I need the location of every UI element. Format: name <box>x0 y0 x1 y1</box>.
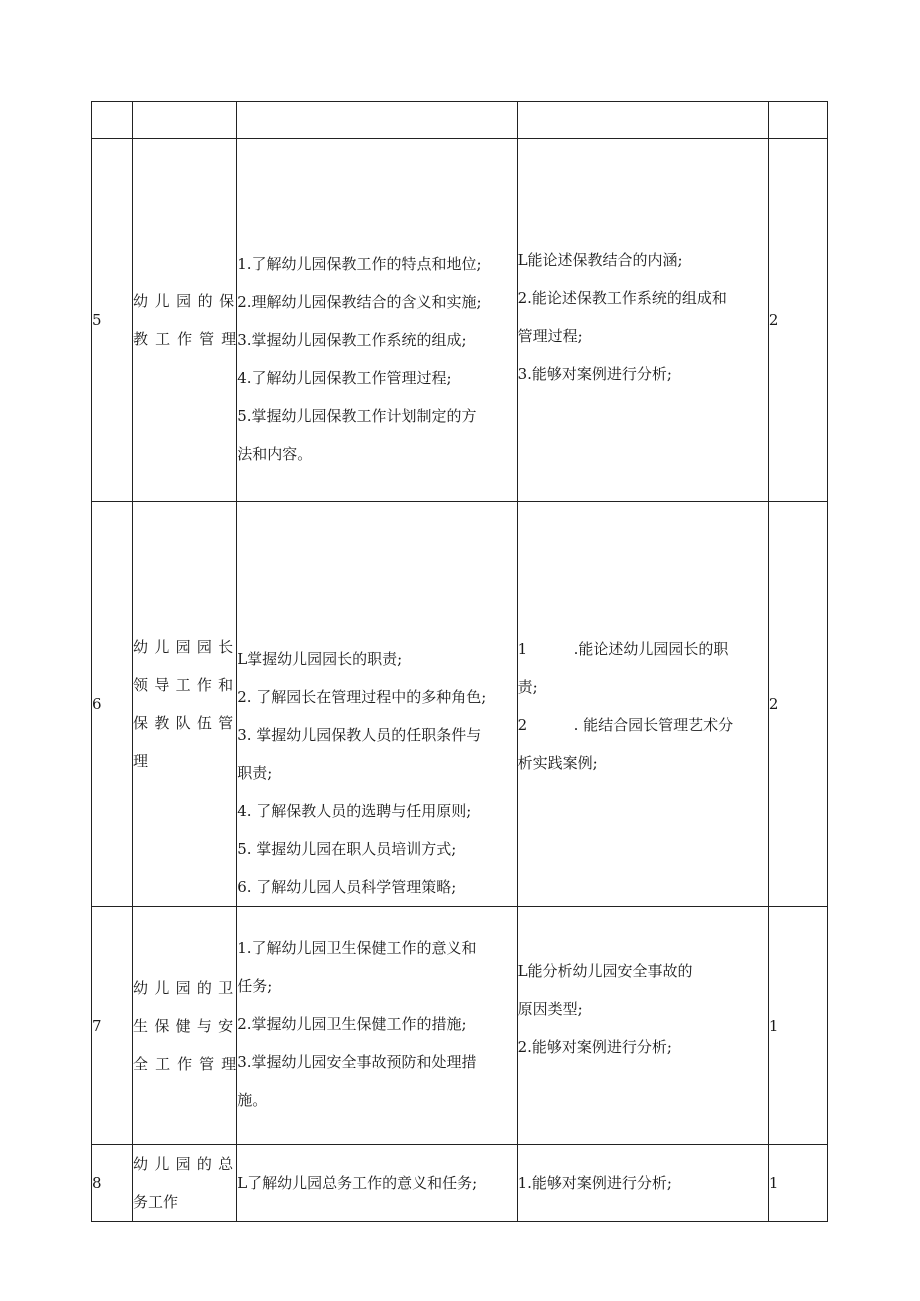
knowledge-cell <box>237 907 517 1145</box>
ability-index: 2 <box>517 716 528 734</box>
knowledge-line: 施。 <box>237 1091 268 1109</box>
blank-cell <box>768 102 827 139</box>
ability-line: 1.能够对案例进行分析; <box>517 1174 672 1192</box>
topic-line: 幼儿园园长 <box>133 638 237 656</box>
row-number: 8 <box>92 1145 133 1222</box>
table-row <box>92 1145 828 1222</box>
table-row <box>92 139 828 502</box>
table-row <box>92 502 828 907</box>
topic-line: 幼儿园的卫 <box>133 978 237 997</box>
knowledge-line: 3.掌握幼儿园安全事故预防和处理措 <box>237 1053 477 1071</box>
knowledge-line: L掌握幼儿园园长的职责; <box>237 650 403 668</box>
ability-cell <box>517 139 768 502</box>
blank-cell <box>133 102 237 139</box>
knowledge-cell <box>237 1145 517 1222</box>
knowledge-line: 2.理解幼儿园保教结合的含义和实施; <box>237 293 482 311</box>
ability-line: 责; <box>517 678 538 696</box>
knowledge-line: 3.掌握幼儿园保教工作系统的组成; <box>237 331 467 349</box>
ability-cell <box>517 907 768 1145</box>
knowledge-line: 3. 掌握幼儿园保教人员的任职条件与 <box>237 726 482 744</box>
topic-cell <box>133 1145 237 1222</box>
knowledge-line: 5.掌握幼儿园保教工作计划制定的方 <box>237 407 477 425</box>
topic-line: 保教队伍管 <box>133 714 237 732</box>
knowledge-line: 1.了解幼儿园卫生保健工作的意义和 <box>237 939 477 957</box>
row-number: 5 <box>92 139 133 502</box>
row-number: 7 <box>92 907 133 1145</box>
ability-line: 管理过程; <box>517 327 583 345</box>
blank-cell <box>517 102 768 139</box>
topic-line: 生保健与安 <box>133 1016 237 1035</box>
topic-cell <box>133 139 237 502</box>
table-row <box>92 907 828 1145</box>
knowledge-line: 2.掌握幼儿园卫生保健工作的措施; <box>237 1015 467 1033</box>
knowledge-line: 6. 了解幼儿园人员科学管理策略; <box>237 878 457 896</box>
knowledge-line: 2. 了解园长在管理过程中的多种角色; <box>237 688 487 706</box>
ability-line <box>518 630 768 668</box>
hours-cell: 1 <box>768 907 827 1145</box>
topic-line: 教工作管理 <box>133 330 237 348</box>
knowledge-line: 4.了解幼儿园保教工作管理过程; <box>237 369 452 387</box>
knowledge-line: L了解幼儿园总务工作的意义和任务; <box>237 1174 478 1192</box>
blank-cell <box>92 102 133 139</box>
hours-cell: 2 <box>768 502 827 907</box>
ability-line: 2.能够对案例进行分析; <box>517 1038 672 1056</box>
knowledge-line: 1.了解幼儿园保教工作的特点和地位; <box>237 255 482 273</box>
blank-cell <box>237 102 517 139</box>
ability-cell <box>517 502 768 907</box>
row-number: 6 <box>92 502 133 907</box>
hours-cell: 2 <box>768 139 827 502</box>
ability-text: .能论述幼儿园园长的职 <box>573 640 729 658</box>
knowledge-line: 5. 掌握幼儿园在职人员培训方式; <box>237 840 457 858</box>
topic-line: 领导工作和 <box>133 676 237 694</box>
knowledge-cell <box>237 139 517 502</box>
hours-cell: 1 <box>768 1145 827 1222</box>
ability-index: 1 <box>517 640 528 658</box>
topic-line: 务工作 <box>133 1193 179 1211</box>
knowledge-line: 任务; <box>237 977 273 995</box>
table-row-header-blank <box>92 102 828 139</box>
ability-line: 3.能够对案例进行分析; <box>517 365 672 383</box>
knowledge-line: 4. 了解保教人员的选聘与任用原则; <box>237 802 472 820</box>
knowledge-cell <box>237 502 517 907</box>
ability-line: L能论述保教结合的内涵; <box>517 251 683 269</box>
topic-cell <box>133 907 237 1145</box>
knowledge-line: 法和内容。 <box>237 445 313 463</box>
topic-line: 幼儿园的总 <box>133 1155 237 1173</box>
topic-line: 理 <box>133 752 149 770</box>
ability-line <box>518 706 768 744</box>
topic-line: 幼儿园的保 <box>133 292 237 310</box>
ability-line: L能分析幼儿园安全事故的 <box>517 962 693 980</box>
topic-line: 全工作管理 <box>133 1054 237 1073</box>
topic-cell <box>133 502 237 907</box>
knowledge-line: 职责; <box>237 764 273 782</box>
ability-line: 析实践案例; <box>517 754 598 772</box>
ability-line: 2.能论述保教工作系统的组成和 <box>517 289 727 307</box>
ability-line: 原因类型; <box>517 1000 583 1018</box>
ability-cell <box>517 1145 768 1222</box>
curriculum-table <box>91 101 828 1222</box>
ability-text: . 能结合园长管理艺术分 <box>573 716 734 734</box>
